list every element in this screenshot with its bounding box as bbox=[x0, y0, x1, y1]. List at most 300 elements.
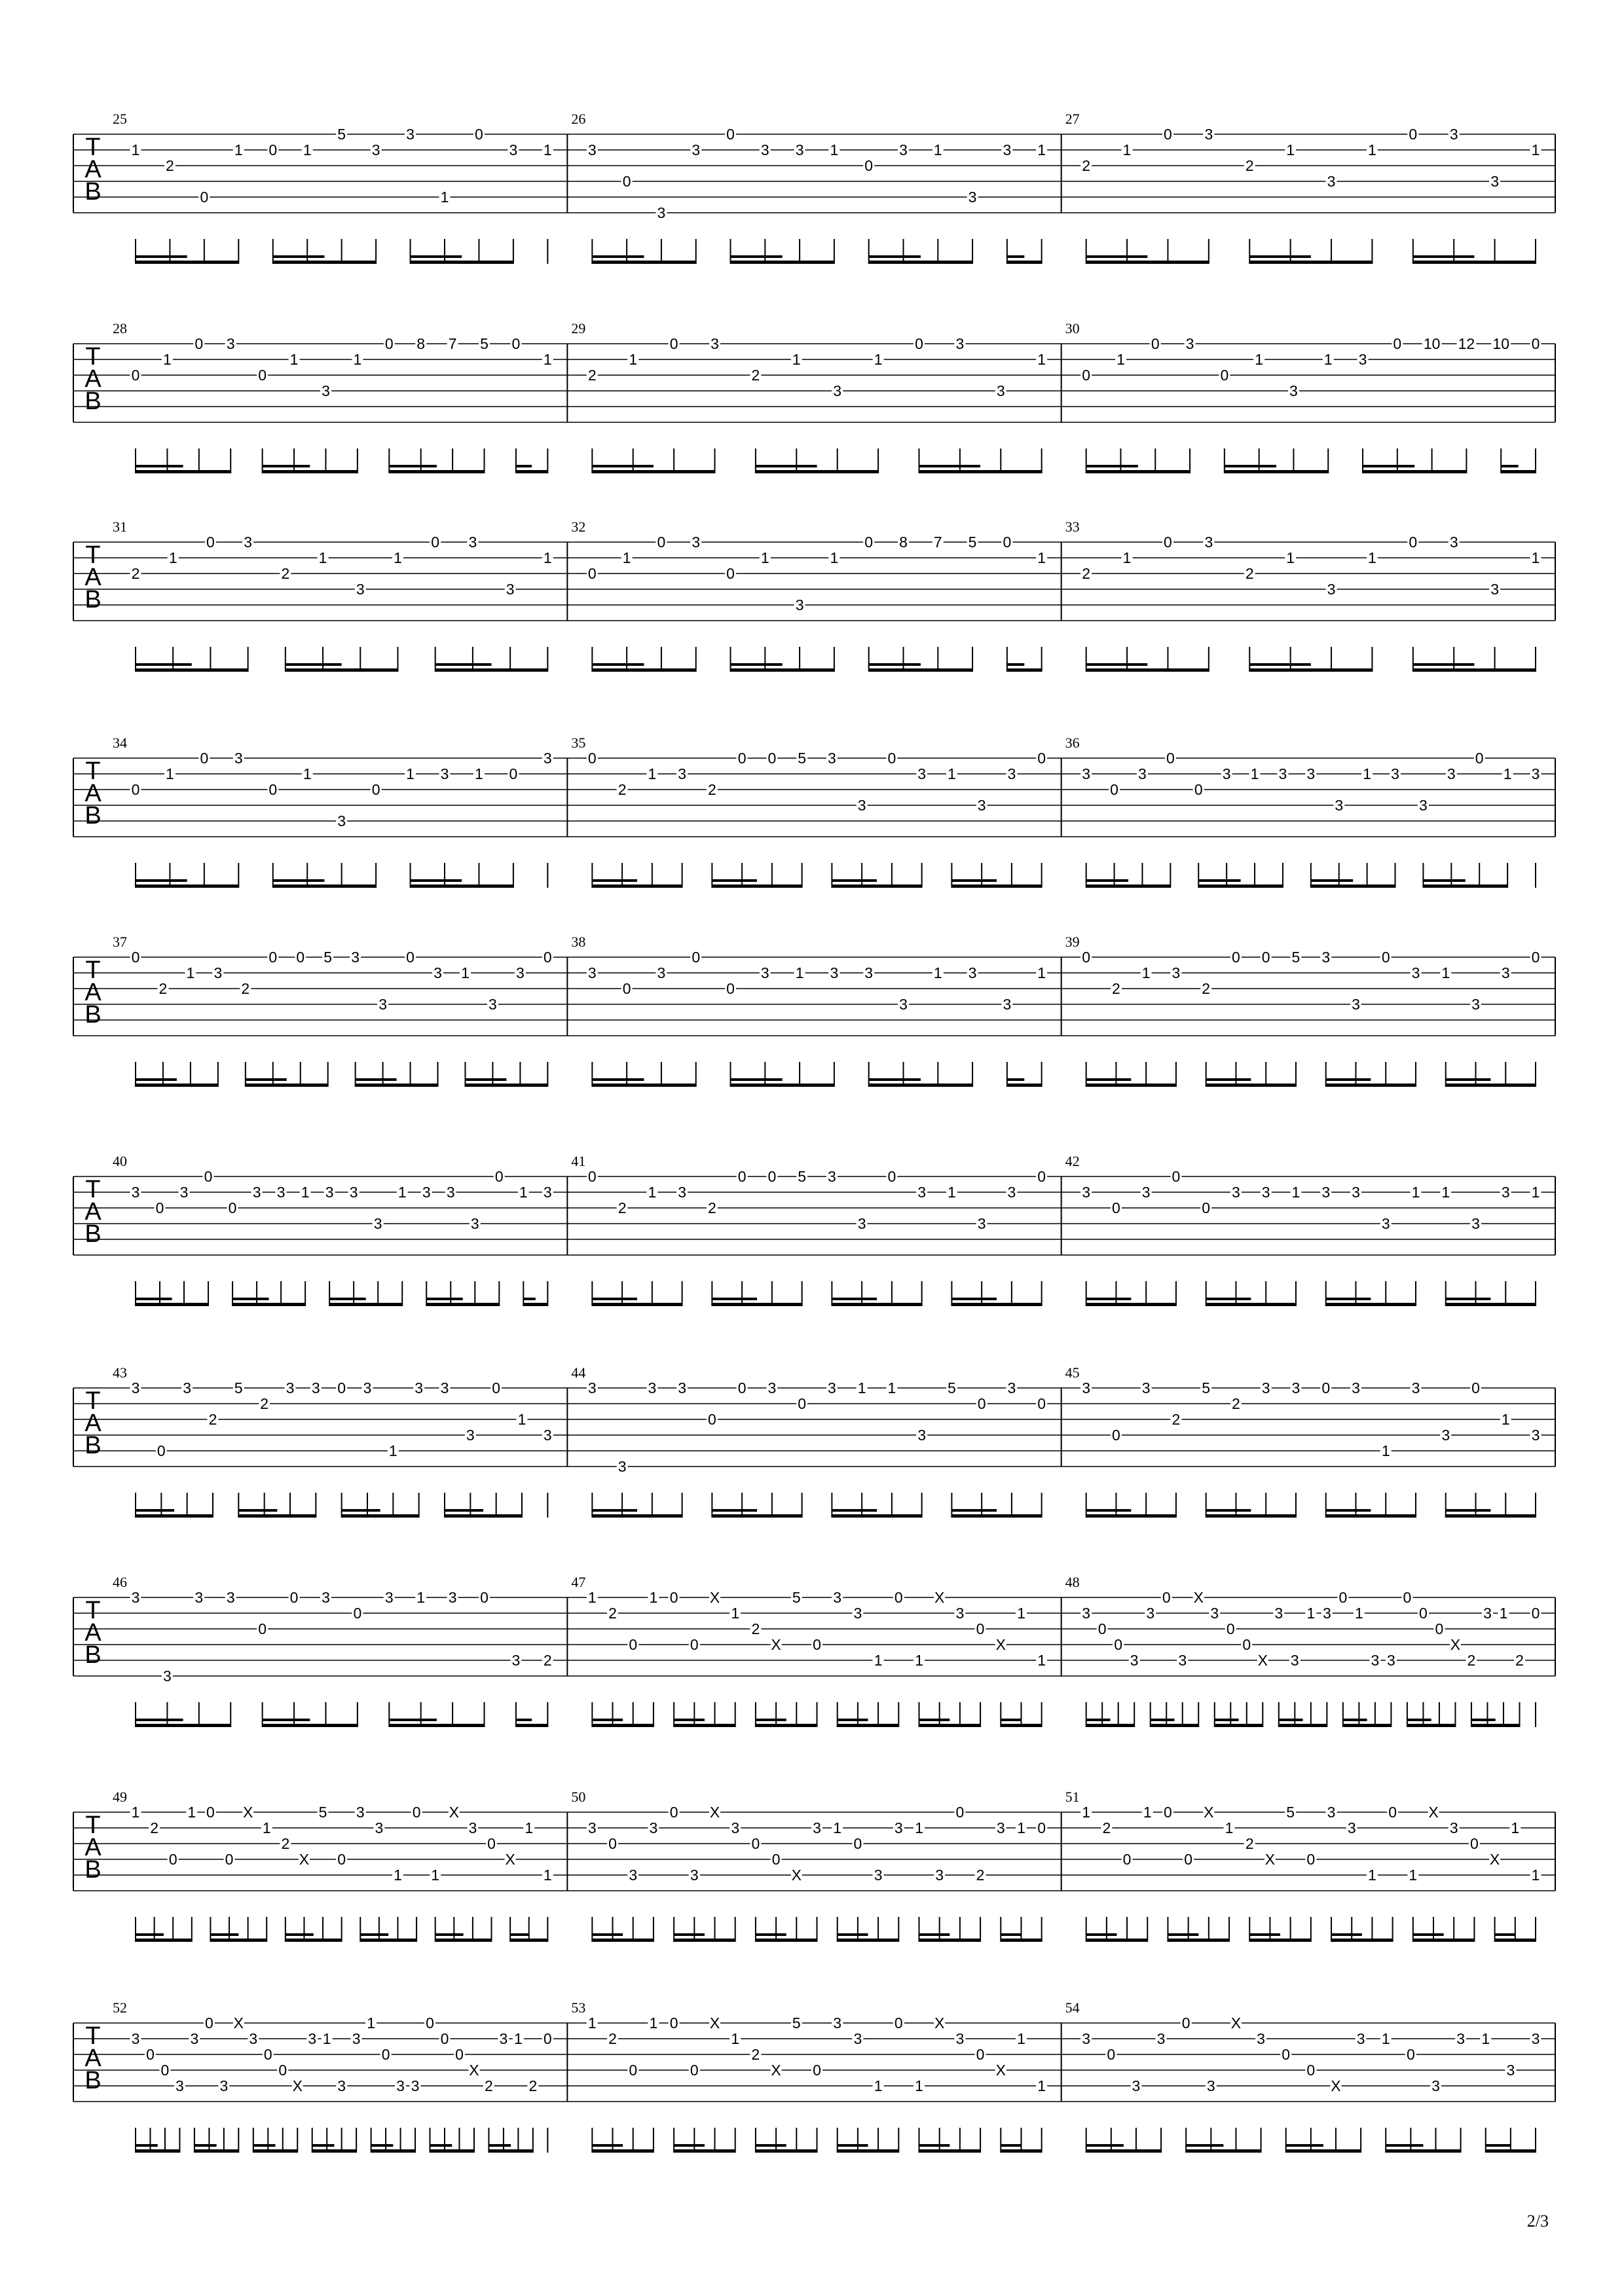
tab-system bbox=[73, 320, 1555, 473]
fret-number: 1 bbox=[1368, 141, 1376, 158]
note-beam bbox=[263, 1724, 358, 1727]
fret-number: 5 bbox=[337, 126, 346, 143]
fret-number: 0 bbox=[200, 189, 209, 206]
fret-number: 3 bbox=[1082, 1605, 1091, 1622]
note-beam-secondary bbox=[592, 2144, 623, 2147]
fret-number: 0 bbox=[669, 335, 678, 352]
fret-number: 0 bbox=[1037, 1168, 1046, 1185]
fret-number: 2 bbox=[1202, 980, 1211, 997]
fret-number: 0 bbox=[726, 126, 735, 143]
fret-number: 0 bbox=[1388, 1804, 1397, 1821]
fret-number: 3 bbox=[356, 1804, 365, 1821]
note-beam-secondary bbox=[1495, 1933, 1515, 1936]
fret-number: 0 bbox=[737, 750, 747, 767]
note-beam-secondary bbox=[1007, 663, 1024, 666]
fret-number: 1 bbox=[1141, 964, 1151, 981]
fret-number: 3 bbox=[422, 1184, 431, 1201]
note-beam bbox=[312, 2149, 356, 2153]
fret-number: 3 bbox=[219, 2077, 229, 2094]
fret-number: 3 bbox=[1156, 2030, 1166, 2047]
fret-number: 1 bbox=[1143, 1804, 1152, 1821]
fret-number: 5 bbox=[480, 335, 489, 352]
note-beam bbox=[523, 1303, 547, 1306]
note-beam bbox=[136, 884, 238, 888]
note-beam bbox=[356, 1084, 438, 1087]
note-beam bbox=[1168, 1939, 1229, 1942]
fret-number: 0 bbox=[1082, 949, 1091, 966]
note-beam bbox=[951, 1514, 1041, 1518]
fret-number: 3 bbox=[587, 141, 597, 158]
fret-number: 3 bbox=[375, 1819, 384, 1836]
note-beam-secondary bbox=[1446, 1078, 1491, 1081]
note-beam bbox=[919, 470, 1041, 473]
note-beam bbox=[136, 261, 238, 264]
fret-number: 0 bbox=[690, 2062, 699, 2079]
note-beam-secondary bbox=[832, 1298, 877, 1300]
fret-number: 1 bbox=[1323, 351, 1333, 368]
note-beam bbox=[592, 261, 695, 264]
note-beam-secondary bbox=[136, 255, 187, 258]
tab-clef-letter: T bbox=[85, 343, 101, 371]
note-beam bbox=[592, 1084, 695, 1087]
fret-number: 1 bbox=[1286, 549, 1295, 566]
note-beam-secondary bbox=[592, 663, 644, 666]
measure-number: 43 bbox=[113, 1364, 127, 1381]
note-beam bbox=[674, 2149, 735, 2153]
note-beam-secondary bbox=[1386, 2144, 1423, 2147]
note-beam-secondary bbox=[1225, 465, 1276, 467]
note-beam bbox=[136, 1724, 231, 1727]
fret-number: 0 bbox=[587, 565, 597, 582]
fret-number: 0 bbox=[1531, 949, 1540, 966]
fret-number: 1 bbox=[1411, 1184, 1420, 1201]
fret-number: 3 bbox=[1327, 581, 1336, 598]
fret-number: 3 bbox=[830, 964, 839, 981]
fret-number: 0 bbox=[155, 1199, 164, 1216]
note-beam-secondary bbox=[445, 1509, 483, 1512]
note-beam-secondary bbox=[592, 1298, 637, 1300]
fret-number: 0 bbox=[131, 781, 140, 798]
fret-number: 3 bbox=[543, 1427, 552, 1444]
measure-number: 49 bbox=[113, 1789, 127, 1805]
fret-number: 2 bbox=[618, 1199, 627, 1216]
fret-number: 2 bbox=[587, 367, 597, 384]
fret-number: 3 bbox=[795, 141, 804, 158]
fret-number: 1 bbox=[648, 765, 657, 782]
fret-number: 0 bbox=[1242, 1636, 1251, 1653]
fret-number: 0 bbox=[587, 1168, 597, 1185]
note-beam bbox=[136, 1303, 208, 1306]
note-beam-secondary bbox=[1446, 1298, 1491, 1300]
fret-number: 3 bbox=[1327, 1804, 1336, 1821]
note-beam-secondary bbox=[1206, 1509, 1251, 1512]
fret-number: 1 bbox=[933, 141, 942, 158]
fret-number: 3 bbox=[1138, 765, 1147, 782]
note-beam bbox=[136, 1514, 213, 1518]
muted-string-mark: X bbox=[469, 2062, 479, 2079]
fret-number: 0 bbox=[887, 1168, 896, 1185]
fret-number: 3 bbox=[1007, 1379, 1016, 1396]
note-beam-secondary bbox=[838, 1933, 868, 1936]
fret-number: 3 bbox=[710, 335, 719, 352]
note-beam-secondary bbox=[136, 879, 187, 882]
fret-number: 0 bbox=[1381, 949, 1390, 966]
fret-number: 1 bbox=[1381, 2030, 1390, 2047]
fret-number: 7 bbox=[448, 335, 457, 352]
fret-number: 1 bbox=[1082, 1804, 1091, 1821]
tab-clef-letter: A bbox=[84, 156, 101, 183]
tab-clef-letter: B bbox=[84, 1641, 101, 1669]
note-beam bbox=[489, 2149, 532, 2153]
fret-number: 0 bbox=[1194, 781, 1203, 798]
fret-number: 3 bbox=[587, 1819, 597, 1836]
fret-number: 2 bbox=[208, 1411, 217, 1428]
tab-clef-letter: B bbox=[84, 1432, 101, 1459]
measure-number: 47 bbox=[571, 1574, 586, 1590]
fret-number: 1 bbox=[131, 141, 140, 158]
measure-number: 44 bbox=[571, 1364, 586, 1381]
fret-number: 3 bbox=[935, 1867, 944, 1884]
fret-number: 0 bbox=[492, 1379, 501, 1396]
note-beam bbox=[1086, 470, 1190, 473]
fret-number: 3 bbox=[1291, 1379, 1301, 1396]
fret-number: 3 bbox=[434, 964, 442, 981]
fret-number: 1 bbox=[1037, 549, 1046, 566]
fret-number: 12 bbox=[1458, 335, 1475, 352]
note-beam bbox=[263, 470, 358, 473]
fret-number: 1 bbox=[1531, 549, 1540, 566]
note-beam bbox=[286, 668, 398, 672]
measure-number: 33 bbox=[1065, 519, 1080, 535]
note-beam-secondary bbox=[210, 1933, 238, 1936]
tab-system bbox=[73, 1789, 1555, 1942]
note-beam-secondary bbox=[1279, 1719, 1303, 1721]
fret-number: 3 bbox=[760, 964, 769, 981]
fret-number: 1 bbox=[622, 549, 631, 566]
fret-number: 1 bbox=[649, 1589, 658, 1606]
note-beam-secondary bbox=[489, 2144, 511, 2147]
fret-number: 3 bbox=[678, 1379, 686, 1396]
fret-number: 3 bbox=[190, 2030, 199, 2047]
fret-number: 1 bbox=[168, 549, 177, 566]
note-beam-secondary bbox=[263, 1719, 310, 1721]
tab-clef-letter: T bbox=[85, 1597, 101, 1624]
fret-number: 2 bbox=[485, 2077, 493, 2094]
note-beam-secondary bbox=[1446, 1509, 1491, 1512]
fret-number: 1 bbox=[1354, 1605, 1363, 1622]
tab-system bbox=[73, 111, 1555, 264]
note-beam bbox=[1086, 1724, 1135, 1727]
measure-number: 46 bbox=[113, 1574, 127, 1590]
measure-number: 54 bbox=[1065, 1999, 1080, 2016]
fret-number: 0 bbox=[976, 2046, 985, 2063]
note-beam bbox=[136, 1084, 218, 1087]
fret-number: 3 bbox=[1261, 1379, 1270, 1396]
fret-number: 1 bbox=[394, 549, 402, 566]
note-beam-secondary bbox=[1286, 2144, 1323, 2147]
fret-number: 0 bbox=[1471, 1379, 1480, 1396]
note-beam bbox=[1446, 1514, 1536, 1518]
fret-number: 0 bbox=[692, 949, 701, 966]
note-beam bbox=[1279, 1724, 1327, 1727]
fret-number: 3 bbox=[1007, 1184, 1016, 1201]
fret-number: 3 bbox=[1278, 765, 1287, 782]
fret-number: 0 bbox=[431, 534, 440, 551]
fret-number: 3 bbox=[1431, 2077, 1440, 2094]
fret-number: 3 bbox=[857, 797, 866, 814]
fret-number: 1 bbox=[461, 964, 470, 981]
fret-number: 0 bbox=[263, 2046, 272, 2063]
note-beam-secondary bbox=[435, 663, 492, 666]
fret-number: 0 bbox=[1338, 1589, 1348, 1606]
fret-number: 1 bbox=[1531, 141, 1540, 158]
fret-number: 0 bbox=[475, 126, 483, 143]
note-beam bbox=[1206, 1084, 1296, 1087]
fret-number: 3 bbox=[731, 1819, 740, 1836]
measure-number: 40 bbox=[113, 1153, 127, 1169]
note-beam bbox=[869, 1084, 972, 1087]
fret-number: 2 bbox=[1232, 1395, 1240, 1412]
note-beam-secondary bbox=[360, 1933, 388, 1936]
note-beam bbox=[731, 261, 834, 264]
note-beam bbox=[430, 2149, 474, 2153]
note-beam-secondary bbox=[756, 465, 817, 467]
measure-number: 35 bbox=[571, 735, 586, 751]
fret-number: 3 bbox=[511, 1652, 521, 1669]
fret-number: 1 bbox=[131, 1804, 140, 1821]
fret-number: 3 bbox=[996, 382, 1005, 399]
fret-number: 3 bbox=[1082, 1379, 1091, 1396]
fret-number: 3 bbox=[587, 1379, 597, 1396]
fret-number: 1 bbox=[367, 2014, 376, 2032]
fret-number: 3 bbox=[1371, 1652, 1380, 1669]
note-beam-secondary bbox=[1363, 465, 1414, 467]
note-beam-secondary bbox=[371, 2144, 394, 2147]
fret-number: 0 bbox=[1037, 1395, 1046, 1412]
note-beam bbox=[253, 2149, 297, 2153]
fret-number: 3 bbox=[1391, 765, 1399, 782]
fret-number: 0 bbox=[268, 141, 278, 158]
fret-number: 0 bbox=[258, 1620, 267, 1637]
muted-string-mark: X bbox=[1257, 1652, 1268, 1669]
note-beam bbox=[465, 1084, 547, 1087]
fret-number: 1 bbox=[163, 351, 172, 368]
fret-number: 0 bbox=[1531, 1605, 1540, 1622]
fret-number: 3 bbox=[468, 534, 477, 551]
fret-number: 0 bbox=[1037, 1819, 1046, 1836]
note-beam-secondary bbox=[1086, 1509, 1132, 1512]
muted-string-mark: X bbox=[771, 1636, 781, 1653]
note-beam-secondary bbox=[919, 465, 980, 467]
fret-number: 3 bbox=[1419, 797, 1428, 814]
note-beam bbox=[756, 1724, 817, 1727]
fret-number: 0 bbox=[1122, 1851, 1132, 1868]
note-beam-secondary bbox=[1168, 1933, 1198, 1936]
fret-number: 0 bbox=[1435, 1620, 1444, 1637]
note-beam-secondary bbox=[1407, 1719, 1431, 1721]
fret-number: 3 bbox=[543, 750, 552, 767]
note-beam-secondary bbox=[592, 879, 637, 882]
fret-number: 3 bbox=[349, 1184, 358, 1201]
fret-number: 3 bbox=[226, 1589, 235, 1606]
fret-number: 1 bbox=[475, 765, 483, 782]
fret-number: 2 bbox=[1245, 1835, 1254, 1852]
muted-string-mark: X bbox=[771, 2062, 781, 2079]
fret-number: 3 bbox=[406, 126, 415, 143]
note-beam-secondary bbox=[1326, 1509, 1371, 1512]
fret-number: 3 bbox=[1132, 2077, 1141, 2094]
fret-number: 3 bbox=[1449, 1819, 1458, 1836]
measure-number: 50 bbox=[571, 1789, 586, 1805]
note-beam bbox=[756, 470, 878, 473]
muted-string-mark: X bbox=[299, 1851, 310, 1868]
note-beam-secondary bbox=[1086, 1933, 1117, 1936]
fret-number: 3 bbox=[440, 765, 449, 782]
muted-string-mark: X bbox=[233, 2014, 244, 2032]
fret-number: 0 bbox=[1164, 1804, 1172, 1821]
fret-number: 1 bbox=[1037, 351, 1046, 368]
fret-number: 2 bbox=[751, 1620, 760, 1637]
fret-number: 0 bbox=[1306, 2062, 1316, 2079]
fret-number: 0 bbox=[204, 1168, 213, 1185]
fret-number: 1 bbox=[1368, 1867, 1376, 1884]
muted-string-mark: X bbox=[242, 1804, 253, 1821]
note-beam-secondary bbox=[592, 255, 644, 258]
fret-number: 1 bbox=[388, 1442, 397, 1459]
muted-string-mark: X bbox=[1450, 1636, 1461, 1653]
fret-number: 1 bbox=[1017, 1819, 1025, 1836]
fret-number: 0 bbox=[1232, 949, 1240, 966]
tab-clef-letter: B bbox=[84, 178, 101, 206]
fret-number: 3 bbox=[356, 581, 365, 598]
muted-string-mark: X bbox=[709, 2014, 720, 2032]
note-beam bbox=[273, 884, 376, 888]
fret-number: 3 bbox=[864, 964, 874, 981]
muted-string-mark: X bbox=[449, 1804, 459, 1821]
fret-number: 3 bbox=[917, 1427, 927, 1444]
note-beam-secondary bbox=[411, 255, 462, 258]
fret-number: 3 bbox=[1352, 1379, 1360, 1396]
fret-number: 1 bbox=[648, 1184, 657, 1201]
fret-number: 3 bbox=[827, 1379, 836, 1396]
note-beam-secondary bbox=[194, 2144, 217, 2147]
muted-string-mark: X bbox=[934, 1589, 945, 1606]
fret-number: 0 bbox=[337, 1379, 346, 1396]
fret-number: 0 bbox=[426, 2014, 434, 2032]
note-beam bbox=[919, 1724, 980, 1727]
fret-number: 5 bbox=[1291, 949, 1301, 966]
fret-number: 1 bbox=[948, 765, 956, 782]
fret-number: 1 bbox=[830, 549, 839, 566]
tab-clef-letter: B bbox=[84, 1856, 101, 1884]
note-beam bbox=[712, 1303, 802, 1306]
fret-number: 3 bbox=[1501, 964, 1510, 981]
note-beam-secondary bbox=[516, 465, 532, 467]
fret-number: 3 bbox=[1204, 534, 1213, 551]
fret-number: 0 bbox=[1470, 1835, 1479, 1852]
fret-number: 1 bbox=[1503, 765, 1512, 782]
fret-number: 3 bbox=[833, 382, 842, 399]
note-beam bbox=[592, 668, 695, 672]
fret-number: 0 bbox=[1181, 2014, 1190, 2032]
fret-number: 1 bbox=[1017, 1605, 1025, 1622]
note-beam bbox=[674, 1939, 735, 1942]
fret-number: 1 bbox=[1531, 1184, 1540, 1201]
fret-number: 0 bbox=[767, 750, 777, 767]
fret-number: 3 bbox=[853, 2030, 862, 2047]
fret-number: 0 bbox=[1110, 781, 1118, 798]
fret-number: 8 bbox=[899, 534, 908, 551]
fret-number: 0 bbox=[629, 2062, 638, 2079]
note-beam bbox=[1407, 1724, 1456, 1727]
fret-number: 0 bbox=[1403, 1589, 1412, 1606]
fret-number: 0 bbox=[1282, 2046, 1291, 2063]
fret-number: 1 bbox=[731, 2030, 740, 2047]
fret-number: 3 bbox=[1506, 2062, 1515, 2079]
fret-number: 1 bbox=[318, 549, 327, 566]
note-beam-secondary bbox=[136, 2144, 158, 2147]
fret-number: 3 bbox=[955, 2030, 965, 2047]
fret-number: 0 bbox=[813, 1636, 821, 1653]
fret-number: 3 bbox=[1327, 173, 1336, 190]
note-beam-secondary bbox=[389, 1719, 437, 1721]
tab-clef-letter: A bbox=[84, 780, 101, 807]
fret-number: 1 bbox=[1122, 141, 1132, 158]
fret-number: 5 bbox=[792, 1589, 801, 1606]
fret-number: 0 bbox=[955, 1804, 965, 1821]
fret-number: 2 bbox=[158, 980, 168, 997]
fret-number: 1 bbox=[731, 1605, 740, 1622]
fret-number: 1 bbox=[857, 1379, 866, 1396]
fret-number: 3 bbox=[1347, 1819, 1356, 1836]
fret-number: 3 bbox=[448, 1589, 457, 1606]
fret-number: 2 bbox=[543, 1652, 552, 1669]
fret-number: 1 bbox=[1250, 765, 1259, 782]
note-beam bbox=[435, 1939, 492, 1942]
fret-number: 0 bbox=[160, 2062, 170, 2079]
note-beam bbox=[1186, 2149, 1261, 2153]
fret-number: 5 bbox=[1202, 1379, 1211, 1396]
muted-string-mark: X bbox=[1264, 1851, 1276, 1868]
fret-number: 0 bbox=[1220, 367, 1229, 384]
measure-number: 36 bbox=[1065, 735, 1080, 751]
fret-number: 3 bbox=[1130, 1652, 1139, 1669]
note-beam bbox=[1001, 1724, 1041, 1727]
note-beam-secondary bbox=[592, 1078, 644, 1081]
fret-number: 3 bbox=[657, 204, 666, 221]
fret-number: 2 bbox=[618, 781, 627, 798]
fret-number: 2 bbox=[1172, 1411, 1181, 1428]
fret-number: 3 bbox=[1082, 2030, 1091, 2047]
fret-number: 3 bbox=[1501, 1184, 1510, 1201]
fret-number: 0 bbox=[337, 1851, 346, 1868]
note-beam-secondary bbox=[1423, 879, 1465, 882]
tab-clef-letter: T bbox=[85, 2022, 101, 2050]
note-beam bbox=[951, 1303, 1041, 1306]
fret-number: 0 bbox=[1321, 1379, 1331, 1396]
fret-number: 3 bbox=[337, 812, 346, 829]
note-beam-secondary bbox=[286, 663, 342, 666]
tab-clef-letter: T bbox=[85, 1387, 101, 1415]
note-beam bbox=[592, 1724, 654, 1727]
note-beam-secondary bbox=[411, 879, 462, 882]
muted-string-mark: X bbox=[1230, 2014, 1242, 2032]
fret-number: 2 bbox=[131, 565, 140, 582]
fret-number: 3 bbox=[1531, 2030, 1540, 2047]
fret-number: 3 bbox=[1082, 765, 1091, 782]
tab-clef-letter: T bbox=[85, 541, 101, 569]
fret-number: 3 bbox=[1321, 1184, 1331, 1201]
